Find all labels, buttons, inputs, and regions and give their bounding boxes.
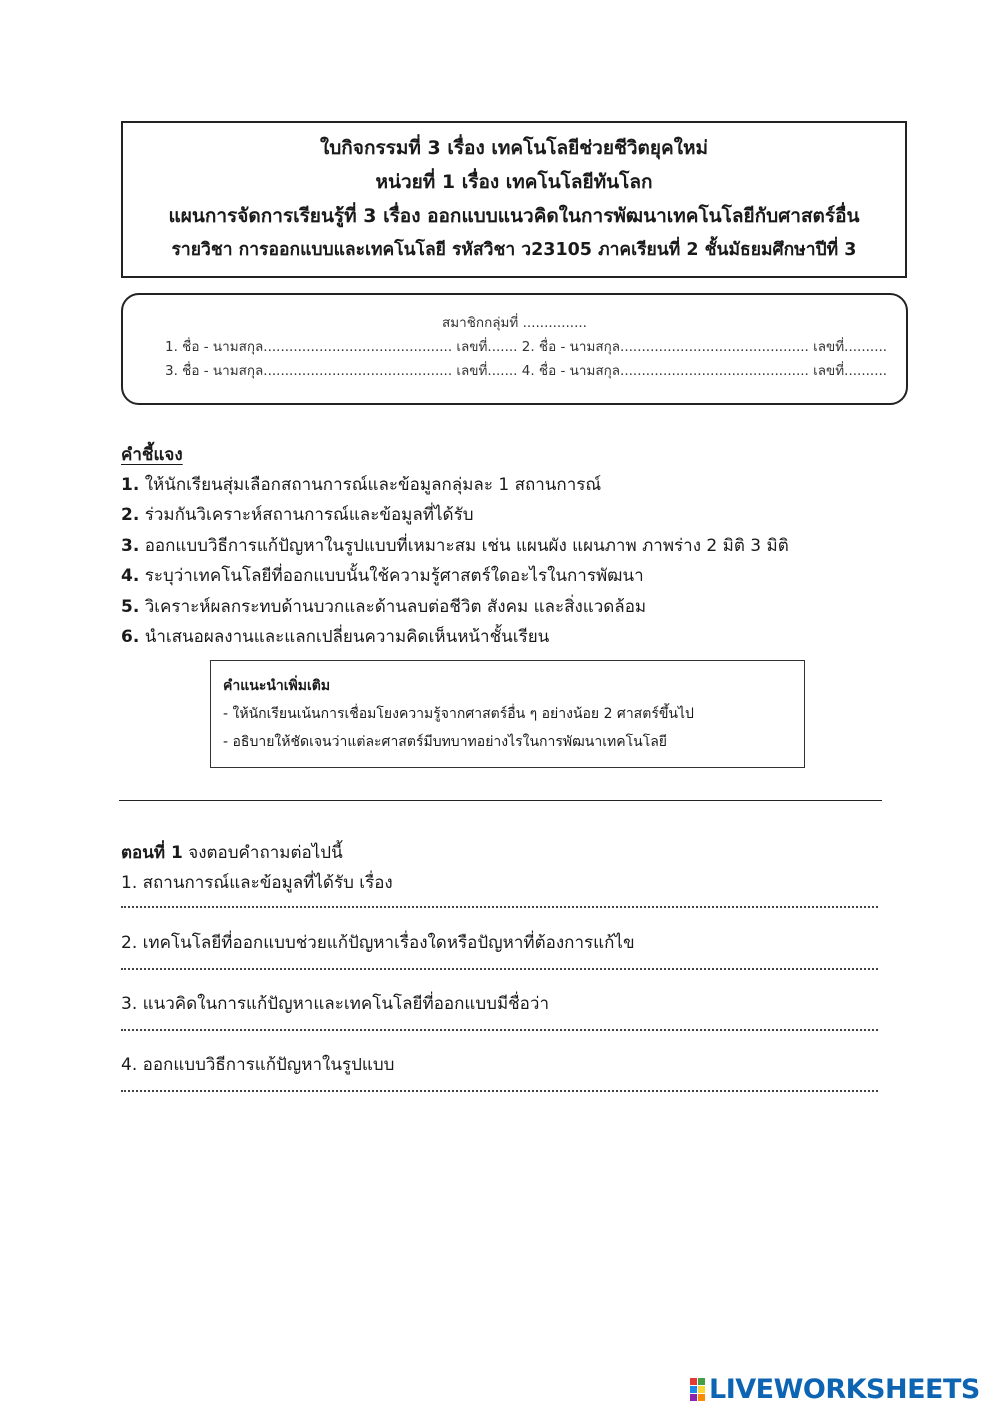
advice-item: - ให้นักเรียนเน้นการเชื่อมโยงความรู้จากศาสตร์อื่น ๆ อย่างน้อย 2 ศาสตร์ขึ้นไป — [223, 706, 694, 722]
additional-advice-box — [210, 660, 805, 768]
instruction-item: 1. ให้นักเรียนสุ่มเลือกสถานการณ์และข้อมูลกลุ่มละ 1 สถานการณ์ — [121, 475, 602, 495]
liveworksheets-logo — [690, 1374, 980, 1404]
question-3: 3. แนวคิดในการแก้ปัญหาและเทคโนโลยีที่ออกแบบมีชื่อว่า — [121, 994, 549, 1014]
instruction-item: 3. ออกแบบวิธีการแก้ปัญหาในรูปแบบที่เหมาะสม เช่น แผนผัง แผนภาพ ภาพร่าง 2 มิติ 3 มิติ — [121, 535, 789, 556]
answer-line-1[interactable] — [121, 906, 878, 908]
answer-line-4[interactable] — [121, 1090, 878, 1092]
activity-title: ใบกิจกรรมที่ 3 เรื่อง เทคโนโลยีช่วยชีวิตยุคใหม่ — [319, 137, 709, 159]
instructions-list — [121, 470, 789, 652]
instruction-item: 6. นำเสนอผลงานและแลกเปลี่ยนความคิดเห็นหน้าชั้นเรียน — [121, 627, 550, 648]
worksheet-title-box — [121, 121, 907, 278]
instruction-item: 5. วิเคราะห์ผลกระทบด้านบวกและด้านลบต่อชีวิต สังคม และสิ่งแวดล้อม — [121, 596, 647, 617]
member-row-1[interactable]: 1. ชื่อ - นามสกุล............................................ เลขที่....... 2. ชื่อ - นามสกุล............................................ เลขที่.......... — [165, 339, 888, 355]
member-row-2[interactable]: 3. ชื่อ - นามสกุล............................................ เลขที่....... 4. ชื่อ - นามสกุล............................................ เลขที่.......... — [165, 363, 888, 379]
advice-item: - อธิบายให้ชัดเจนว่าแต่ละศาสตร์มีบทบาทอย่างไรในการพัฒนาเทคโนโลยี — [223, 734, 667, 750]
instruction-item: 4. ระบุว่าเทคโนโลยีที่ออกแบบนั้นใช้ความรู้ศาสตร์ใดอะไรในการพัฒนา — [121, 566, 644, 587]
part-1-heading: ตอนที่ 1 จงตอบคำถามต่อไปนี้ — [121, 843, 343, 863]
question-4: 4. ออกแบบวิธีการแก้ปัญหาในรูปแบบ — [121, 1055, 395, 1075]
liveworksheets-wordmark: LIVEWORKSHEETS — [709, 1373, 980, 1405]
section-divider — [119, 800, 882, 801]
group-members-box — [121, 293, 908, 405]
question-1: 1. สถานการณ์และข้อมูลที่ได้รับ เรื่อง — [121, 873, 393, 893]
instructions-heading: คำชี้แจง — [121, 445, 183, 465]
answer-line-2[interactable] — [121, 968, 878, 970]
liveworksheets-icon — [690, 1378, 705, 1401]
group-number-field[interactable]: สมาชิกกลุ่มที่ ............... — [442, 315, 587, 331]
unit-title: หน่วยที่ 1 เรื่อง เทคโนโลยีทันโลก — [375, 171, 653, 193]
question-2: 2. เทคโนโลยีที่ออกแบบช่วยแก้ปัญหาเรื่องใดหรือปัญหาที่ต้องการแก้ไข — [121, 933, 635, 953]
instruction-item: 2. ร่วมกันวิเคราะห์สถานการณ์และข้อมูลที่ได้รับ — [121, 505, 474, 526]
advice-heading: คำแนะนำเพิ่มเติม — [223, 678, 331, 694]
course-info: รายวิชา การออกแบบและเทคโนโลยี รหัสวิชา ว23105 ภาคเรียนที่ 2 ชั้นมัธยมศึกษาปีที่ 3 — [171, 240, 857, 260]
answer-line-3[interactable] — [121, 1029, 878, 1031]
lesson-plan-title: แผนการจัดการเรียนรู้ที่ 3 เรื่อง ออกแบบแนวคิดในการพัฒนาเทคโนโลยีกับศาสตร์อื่น — [168, 205, 860, 227]
